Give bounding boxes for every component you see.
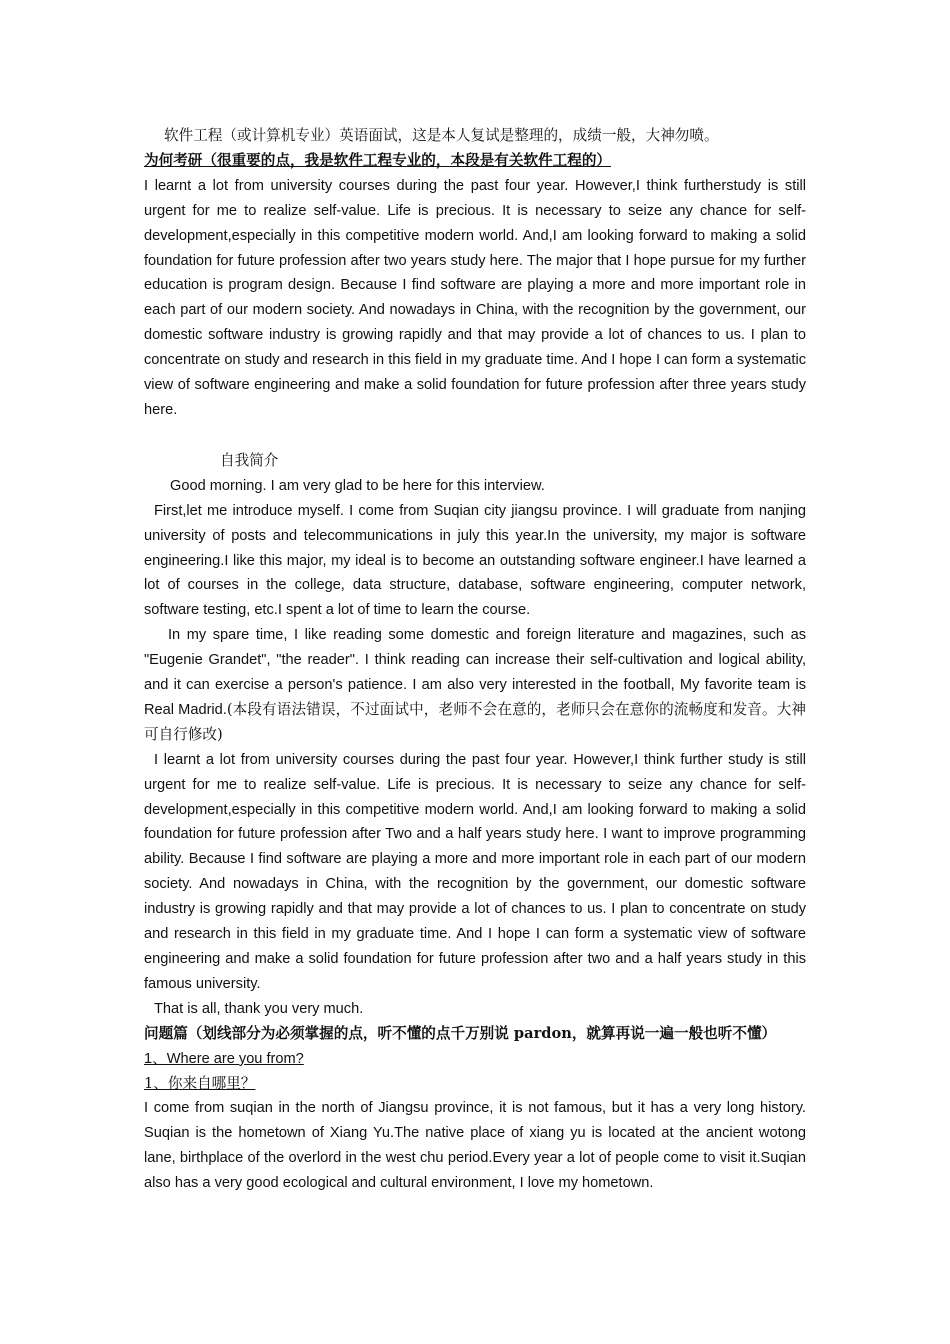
section-heading-self-intro: 自我简介 xyxy=(220,451,279,469)
question-1-english-text: 1、Where are you from? xyxy=(144,1050,304,1067)
intro-paragraph-1: First,let me introduce myself. I come from Suqian city jiangsu province. I will graduate from nanjing university of posts and telecommunications in july this year.In the university, my major is software engineering.I like this major, my ideal is to become an outstanding software engineer.I have learned a lot of courses in the college, data structure, database, software engineering, computer network, software testing, etc.I spent a lot of time to learn the course. xyxy=(144,502,806,619)
intro-closing: That is all, thank you very much. xyxy=(154,1000,364,1017)
section-heading-questions: 问题篇（划线部分为必须掌握的点，听不懂的点千万别说 pardon，就算再说一遍一般也听不懂） xyxy=(144,1024,777,1042)
intro-paragraph-3: I learnt a lot from university courses during the past four year. However,I think further study is still urgent for me to realize self-value. Life is precious. It is necessary to seize any chance for self-development,especially in this competitive modern world. And,I am looking forward to making a solid foundation for future profession after Two and a half years study here. I want to improve programming ability. Because I find software are playing a more and more important role in each part of our modern society. And nowadays in China, with the recognition by the government, our domestic software industry is growing rapidly and that may provide a lot of chances to us. I plan to concentrate on study and research in this field in my graduate time. And I hope I can form a systematic view of software engineering and make a solid foundation for future profession after two and a half years study in this famous university. xyxy=(144,751,806,992)
why-graduate-paragraph: I learnt a lot from university courses during the past four year. However,I think furtherstudy is still urgent for me to realize self-value. Life is precious. It is necessary to seize any chance for self-development,especially in this competitive modern world. And,I am looking forward to making a solid foundation for future profession after two years study here. The major that I hope pursue for my further education is program design. Because I find software are playing a more and more important role in each part of our modern society. And nowadays in China, with the recognition by the government, our domestic software industry is growing rapidly and that may provide a lot of chances to us. I plan to concentrate on study and research in this field in my graduate time. And I hope I can form a systematic view of software engineering and make a solid foundation for future profession after three years study here. xyxy=(144,177,806,418)
intro-greeting: Good morning. I am very glad to be here for this interview. xyxy=(170,477,545,494)
document-title: 软件工程（或计算机专业）英语面试，这是本人复试是整理的，成绩一般，大神勿喷。 xyxy=(164,127,719,144)
intro-paragraph-2 xyxy=(144,623,806,748)
section-heading-why-graduate: 为何考研（很重要的点，我是软件工程专业的，本段是有关软件工程的） xyxy=(144,151,612,169)
question-1-chinese xyxy=(144,1072,806,1097)
answer-1: I come from suqian in the north of Jiangsu province, it is not famous, but it has a very long history. Suqian is the hometown of Xiang Yu.The native place of xiang yu is located at the ancient wotong lane, birthplace of the overlord in the west chu period.Every year a lot of people come to visit it.Suqian also has a very good ecological and cultural environment, I love my hometown. xyxy=(144,1100,806,1192)
question-1-chinese-text: 1、你来自哪里？ xyxy=(144,1074,256,1092)
intro-paragraph-2-text: In my spare time, I like reading some domestic and foreign literature and magazines, such as "Eugenie Grandet", "the reader". I think reading can increase their self-cultivation and logical ability, and it can exercise a person's patience. I am also very interested in the football, My favorite team is Real Madrid. xyxy=(144,627,806,718)
question-1-english xyxy=(144,1047,806,1072)
document-page xyxy=(144,124,806,1196)
intro-paragraph-2-note: (本段有语法错误，不过面试中，老师不会在意的，老师只会在意你的流畅度和发音。大神可自行修改) xyxy=(144,700,806,743)
